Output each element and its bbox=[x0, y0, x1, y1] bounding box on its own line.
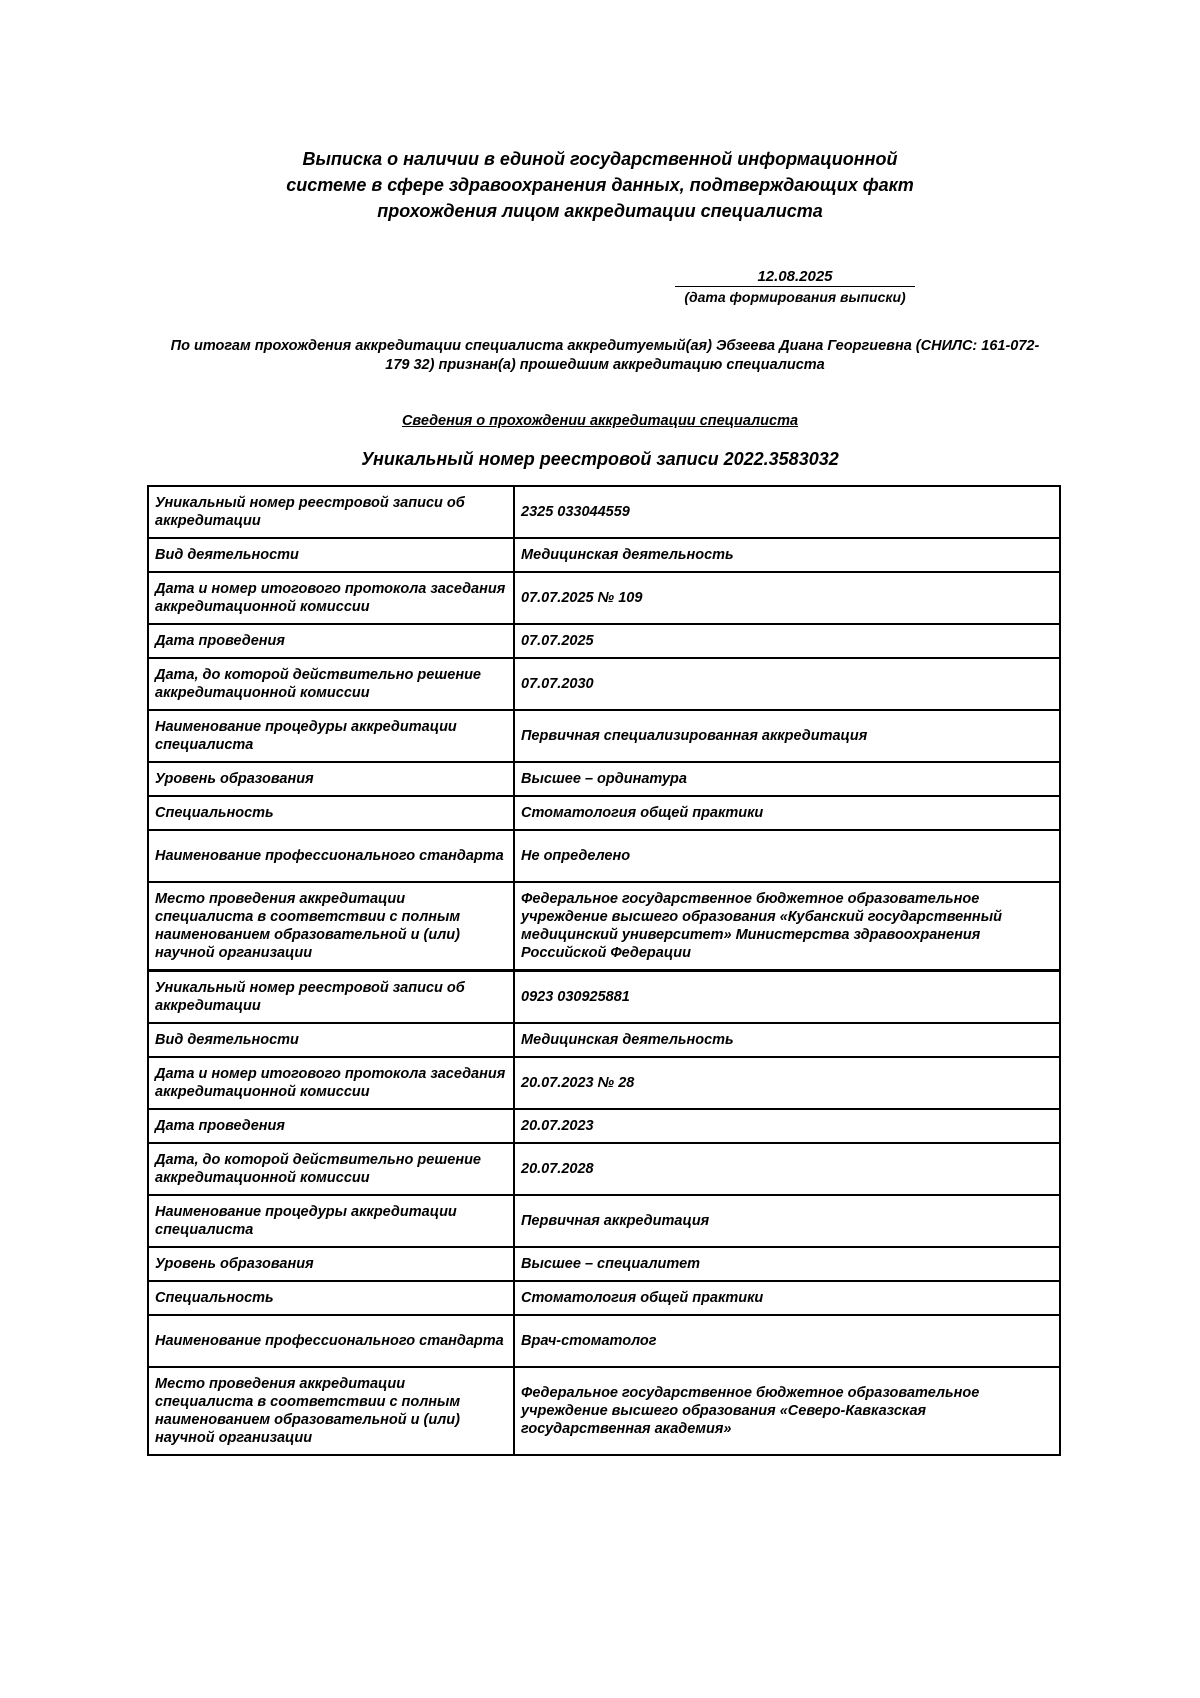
value-activity: Медицинская деятельность bbox=[514, 1023, 1060, 1057]
table-row bbox=[148, 658, 1060, 710]
label-specialty: Специальность bbox=[148, 796, 514, 830]
section-heading bbox=[0, 412, 1200, 430]
table-row bbox=[148, 538, 1060, 572]
value-specialty: Стоматология общей практики bbox=[514, 1281, 1060, 1315]
value-held-date: 20.07.2023 bbox=[514, 1109, 1060, 1143]
table-row bbox=[148, 710, 1060, 762]
accreditation-record-table bbox=[147, 970, 1061, 1456]
table-row bbox=[148, 486, 1060, 538]
label-held-date: Дата проведения bbox=[148, 624, 514, 658]
label-valid-until: Дата, до которой действительно решение аккредитационной комиссии bbox=[148, 1143, 514, 1195]
table-row bbox=[148, 1281, 1060, 1315]
label-unique-number: Уникальный номер реестровой записи об аккредитации bbox=[148, 971, 514, 1023]
intro-paragraph bbox=[140, 337, 1070, 375]
table-row bbox=[148, 1109, 1060, 1143]
table-row bbox=[148, 830, 1060, 882]
intro-line-2: 179 32) признан(а) прошедшим аккредитацию специалиста bbox=[385, 357, 825, 373]
label-standard: Наименование профессионального стандарта bbox=[148, 830, 514, 882]
value-unique-number: 0923 030925881 bbox=[514, 971, 1060, 1023]
table-row bbox=[148, 624, 1060, 658]
table-row bbox=[148, 1315, 1060, 1367]
issue-date: 12.08.2025 bbox=[675, 268, 915, 287]
table-row bbox=[148, 1143, 1060, 1195]
table-row bbox=[148, 1195, 1060, 1247]
accreditation-record-table bbox=[147, 485, 1061, 971]
label-procedure: Наименование процедуры аккредитации специалиста bbox=[148, 1195, 514, 1247]
label-protocol: Дата и номер итогового протокола заседания аккредитационной комиссии bbox=[148, 1057, 514, 1109]
table-row bbox=[148, 971, 1060, 1023]
value-held-date: 07.07.2025 bbox=[514, 624, 1060, 658]
label-specialty: Специальность bbox=[148, 1281, 514, 1315]
label-valid-until: Дата, до которой действительно решение аккредитационной комиссии bbox=[148, 658, 514, 710]
table-row bbox=[148, 1057, 1060, 1109]
table-row bbox=[148, 796, 1060, 830]
value-protocol: 07.07.2025 № 109 bbox=[514, 572, 1060, 624]
label-education: Уровень образования bbox=[148, 762, 514, 796]
table-row bbox=[148, 1247, 1060, 1281]
value-valid-until: 20.07.2028 bbox=[514, 1143, 1060, 1195]
label-held-date: Дата проведения bbox=[148, 1109, 514, 1143]
value-protocol: 20.07.2023 № 28 bbox=[514, 1057, 1060, 1109]
value-place: Федеральное государственное бюджетное образовательное учреждение высшего образования «Кубанский государственный медицинский университет» Министерства здравоохранения Российской Федерации bbox=[514, 882, 1060, 970]
table-row bbox=[148, 572, 1060, 624]
issue-date-block bbox=[675, 268, 915, 307]
value-education: Высшее – специалитет bbox=[514, 1247, 1060, 1281]
label-activity: Вид деятельности bbox=[148, 538, 514, 572]
label-place: Место проведения аккредитации специалиста в соответствии с полным наименованием образовательной и (или) научной организации bbox=[148, 1367, 514, 1455]
value-standard: Врач-стоматолог bbox=[514, 1315, 1060, 1367]
label-place: Место проведения аккредитации специалиста в соответствии с полным наименованием образовательной и (или) научной организации bbox=[148, 882, 514, 970]
label-procedure: Наименование процедуры аккредитации специалиста bbox=[148, 710, 514, 762]
table-row bbox=[148, 762, 1060, 796]
value-procedure: Первичная аккредитация bbox=[514, 1195, 1060, 1247]
document-title-line-1: Выписка о наличии в единой государственной информационной bbox=[302, 149, 898, 169]
value-procedure: Первичная специализированная аккредитация bbox=[514, 710, 1060, 762]
value-standard: Не определено bbox=[514, 830, 1060, 882]
value-education: Высшее – ординатура bbox=[514, 762, 1060, 796]
label-standard: Наименование профессионального стандарта bbox=[148, 1315, 514, 1367]
value-place: Федеральное государственное бюджетное образовательное учреждение высшего образования «Северо-Кавказская государственная академия» bbox=[514, 1367, 1060, 1455]
label-education: Уровень образования bbox=[148, 1247, 514, 1281]
table-row bbox=[148, 882, 1060, 970]
document-title-line-2: системе в сфере здравоохранения данных, подтверждающих факт bbox=[286, 175, 914, 195]
label-unique-number: Уникальный номер реестровой записи об аккредитации bbox=[148, 486, 514, 538]
table-row bbox=[148, 1367, 1060, 1455]
value-unique-number: 2325 033044559 bbox=[514, 486, 1060, 538]
value-valid-until: 07.07.2030 bbox=[514, 658, 1060, 710]
section-heading-text: Сведения о прохождении аккредитации специалиста bbox=[401, 413, 799, 429]
table-row bbox=[148, 1023, 1060, 1057]
intro-line-1: По итогам прохождения аккредитации специалиста аккредитуемый(ая) Эбзеева Диана Георгиевна (СНИЛС: 161-072- bbox=[170, 338, 1040, 354]
label-protocol: Дата и номер итогового протокола заседания аккредитационной комиссии bbox=[148, 572, 514, 624]
registry-number-heading: Уникальный номер реестровой записи 2022.3583032 bbox=[361, 449, 839, 469]
label-activity: Вид деятельности bbox=[148, 1023, 514, 1057]
document-title-line-3: прохождения лицом аккредитации специалиста bbox=[377, 201, 823, 221]
document-title bbox=[0, 146, 1200, 224]
value-specialty: Стоматология общей практики bbox=[514, 796, 1060, 830]
value-activity: Медицинская деятельность bbox=[514, 538, 1060, 572]
issue-date-caption: (дата формирования выписки) bbox=[684, 289, 906, 305]
